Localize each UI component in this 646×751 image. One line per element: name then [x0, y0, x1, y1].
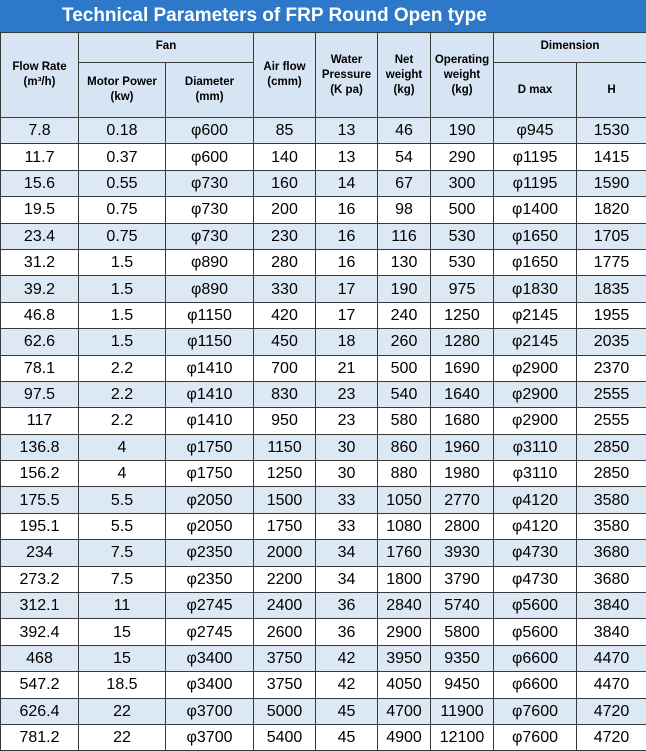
- cell-air-flow: 85: [254, 118, 316, 144]
- table-row: [1, 724, 646, 750]
- cell-net-weight: 1080: [378, 513, 431, 539]
- cell-operating-weight: 9350: [431, 645, 494, 671]
- cell-motor-power: 5.5: [79, 487, 166, 513]
- cell-water-pressure: 23: [316, 408, 378, 434]
- table-row: [1, 302, 646, 328]
- cell-diameter: φ3700: [166, 698, 254, 724]
- cell-flow-rate: 62.6: [1, 329, 79, 355]
- cell-d-max: φ2145: [494, 329, 577, 355]
- table-row: [1, 408, 646, 434]
- cell-air-flow: 330: [254, 276, 316, 302]
- cell-d-max: φ3110: [494, 434, 577, 460]
- cell-d-max: φ2900: [494, 355, 577, 381]
- cell-motor-power: 22: [79, 698, 166, 724]
- cell-net-weight: 880: [378, 461, 431, 487]
- cell-h: 3580: [577, 513, 646, 539]
- cell-diameter: φ2050: [166, 487, 254, 513]
- cell-diameter: φ890: [166, 249, 254, 275]
- cell-diameter: φ3400: [166, 645, 254, 671]
- header-fan: Fan: [79, 33, 254, 63]
- cell-flow-rate: 78.1: [1, 355, 79, 381]
- header-air-flow: Air flow (cmm): [254, 33, 316, 118]
- cell-net-weight: 54: [378, 144, 431, 170]
- cell-motor-power: 11: [79, 593, 166, 619]
- cell-air-flow: 2000: [254, 540, 316, 566]
- table-row: [1, 487, 646, 513]
- cell-air-flow: 3750: [254, 645, 316, 671]
- cell-motor-power: 1.5: [79, 276, 166, 302]
- cell-water-pressure: 45: [316, 698, 378, 724]
- cell-diameter: φ2350: [166, 540, 254, 566]
- cell-motor-power: 7.5: [79, 566, 166, 592]
- table-row: [1, 593, 646, 619]
- cell-flow-rate: 31.2: [1, 249, 79, 275]
- cell-operating-weight: 530: [431, 249, 494, 275]
- table-row: [1, 329, 646, 355]
- cell-air-flow: 450: [254, 329, 316, 355]
- table-row: [1, 118, 646, 144]
- cell-flow-rate: 392.4: [1, 619, 79, 645]
- cell-operating-weight: 2800: [431, 513, 494, 539]
- cell-flow-rate: 19.5: [1, 197, 79, 223]
- cell-net-weight: 540: [378, 381, 431, 407]
- cell-flow-rate: 175.5: [1, 487, 79, 513]
- cell-flow-rate: 547.2: [1, 672, 79, 698]
- cell-flow-rate: 781.2: [1, 724, 79, 750]
- cell-motor-power: 2.2: [79, 355, 166, 381]
- cell-net-weight: 67: [378, 170, 431, 196]
- cell-flow-rate: 312.1: [1, 593, 79, 619]
- cell-h: 2850: [577, 461, 646, 487]
- cell-d-max: φ1195: [494, 170, 577, 196]
- cell-net-weight: 46: [378, 118, 431, 144]
- cell-flow-rate: 39.2: [1, 276, 79, 302]
- cell-h: 1775: [577, 249, 646, 275]
- cell-operating-weight: 290: [431, 144, 494, 170]
- cell-h: 3840: [577, 593, 646, 619]
- cell-net-weight: 2840: [378, 593, 431, 619]
- cell-air-flow: 2600: [254, 619, 316, 645]
- cell-water-pressure: 30: [316, 434, 378, 460]
- cell-water-pressure: 36: [316, 593, 378, 619]
- header-motor-power: Motor Power (kw): [79, 63, 166, 118]
- cell-d-max: φ6600: [494, 645, 577, 671]
- cell-flow-rate: 468: [1, 645, 79, 671]
- cell-operating-weight: 1640: [431, 381, 494, 407]
- cell-operating-weight: 190: [431, 118, 494, 144]
- cell-d-max: φ2145: [494, 302, 577, 328]
- cell-water-pressure: 16: [316, 249, 378, 275]
- cell-h: 1590: [577, 170, 646, 196]
- cell-water-pressure: 23: [316, 381, 378, 407]
- cell-water-pressure: 33: [316, 487, 378, 513]
- cell-operating-weight: 1280: [431, 329, 494, 355]
- cell-net-weight: 2900: [378, 619, 431, 645]
- cell-diameter: φ2745: [166, 619, 254, 645]
- table-row: [1, 355, 646, 381]
- cell-operating-weight: 3930: [431, 540, 494, 566]
- cell-motor-power: 22: [79, 724, 166, 750]
- cell-flow-rate: 156.2: [1, 461, 79, 487]
- header-net-weight: Net weight (kg): [378, 33, 431, 118]
- cell-h: 1835: [577, 276, 646, 302]
- cell-water-pressure: 13: [316, 118, 378, 144]
- cell-flow-rate: 15.6: [1, 170, 79, 196]
- table-row: [1, 276, 646, 302]
- cell-operating-weight: 530: [431, 223, 494, 249]
- cell-d-max: φ5600: [494, 593, 577, 619]
- cell-motor-power: 4: [79, 434, 166, 460]
- cell-operating-weight: 1250: [431, 302, 494, 328]
- cell-motor-power: 4: [79, 461, 166, 487]
- cell-flow-rate: 136.8: [1, 434, 79, 460]
- cell-h: 2850: [577, 434, 646, 460]
- cell-net-weight: 3950: [378, 645, 431, 671]
- cell-water-pressure: 16: [316, 197, 378, 223]
- cell-h: 1820: [577, 197, 646, 223]
- parameters-table: [0, 32, 646, 751]
- table-row: [1, 170, 646, 196]
- parameters-table-container: [0, 32, 646, 751]
- cell-d-max: φ5600: [494, 619, 577, 645]
- table-row: [1, 249, 646, 275]
- cell-operating-weight: 300: [431, 170, 494, 196]
- table-row: [1, 461, 646, 487]
- cell-operating-weight: 9450: [431, 672, 494, 698]
- cell-net-weight: 190: [378, 276, 431, 302]
- cell-air-flow: 160: [254, 170, 316, 196]
- table-row: [1, 566, 646, 592]
- cell-motor-power: 1.5: [79, 302, 166, 328]
- cell-net-weight: 4900: [378, 724, 431, 750]
- cell-air-flow: 420: [254, 302, 316, 328]
- cell-diameter: φ1750: [166, 434, 254, 460]
- cell-diameter: φ1150: [166, 329, 254, 355]
- cell-diameter: φ730: [166, 223, 254, 249]
- cell-motor-power: 0.75: [79, 197, 166, 223]
- cell-d-max: φ4120: [494, 487, 577, 513]
- cell-h: 3840: [577, 619, 646, 645]
- cell-d-max: φ945: [494, 118, 577, 144]
- cell-air-flow: 2400: [254, 593, 316, 619]
- cell-h: 3680: [577, 540, 646, 566]
- cell-diameter: φ1410: [166, 381, 254, 407]
- header-dimension: Dimension: [494, 33, 646, 63]
- cell-diameter: φ730: [166, 170, 254, 196]
- cell-motor-power: 15: [79, 645, 166, 671]
- cell-flow-rate: 195.1: [1, 513, 79, 539]
- cell-flow-rate: 23.4: [1, 223, 79, 249]
- cell-diameter: φ730: [166, 197, 254, 223]
- cell-air-flow: 1250: [254, 461, 316, 487]
- cell-diameter: φ2050: [166, 513, 254, 539]
- cell-air-flow: 830: [254, 381, 316, 407]
- cell-operating-weight: 3790: [431, 566, 494, 592]
- cell-h: 1530: [577, 118, 646, 144]
- cell-air-flow: 280: [254, 249, 316, 275]
- cell-water-pressure: 17: [316, 302, 378, 328]
- cell-net-weight: 130: [378, 249, 431, 275]
- table-row: [1, 698, 646, 724]
- table-row: [1, 540, 646, 566]
- cell-d-max: φ1400: [494, 197, 577, 223]
- cell-air-flow: 1500: [254, 487, 316, 513]
- cell-d-max: φ2900: [494, 408, 577, 434]
- cell-air-flow: 1150: [254, 434, 316, 460]
- cell-motor-power: 0.75: [79, 223, 166, 249]
- cell-net-weight: 4050: [378, 672, 431, 698]
- cell-d-max: φ2900: [494, 381, 577, 407]
- cell-air-flow: 140: [254, 144, 316, 170]
- cell-diameter: φ1150: [166, 302, 254, 328]
- cell-operating-weight: 1980: [431, 461, 494, 487]
- cell-operating-weight: 1960: [431, 434, 494, 460]
- cell-d-max: φ1195: [494, 144, 577, 170]
- cell-operating-weight: 1690: [431, 355, 494, 381]
- cell-net-weight: 1050: [378, 487, 431, 513]
- cell-flow-rate: 273.2: [1, 566, 79, 592]
- cell-h: 2555: [577, 408, 646, 434]
- cell-net-weight: 860: [378, 434, 431, 460]
- cell-diameter: φ600: [166, 144, 254, 170]
- cell-water-pressure: 42: [316, 672, 378, 698]
- table-title: Technical Parameters of FRP Round Open type: [0, 0, 646, 32]
- cell-diameter: φ890: [166, 276, 254, 302]
- cell-diameter: φ3700: [166, 724, 254, 750]
- header-water-pressure: Water Pressure (K pa): [316, 33, 378, 118]
- cell-net-weight: 1800: [378, 566, 431, 592]
- cell-motor-power: 2.2: [79, 408, 166, 434]
- cell-d-max: φ4730: [494, 566, 577, 592]
- cell-air-flow: 200: [254, 197, 316, 223]
- cell-h: 2035: [577, 329, 646, 355]
- cell-water-pressure: 45: [316, 724, 378, 750]
- cell-water-pressure: 34: [316, 540, 378, 566]
- table-row: [1, 223, 646, 249]
- cell-h: 4720: [577, 698, 646, 724]
- table-row: [1, 619, 646, 645]
- cell-net-weight: 116: [378, 223, 431, 249]
- cell-air-flow: 230: [254, 223, 316, 249]
- cell-operating-weight: 2770: [431, 487, 494, 513]
- cell-flow-rate: 117: [1, 408, 79, 434]
- cell-d-max: φ4730: [494, 540, 577, 566]
- cell-h: 2555: [577, 381, 646, 407]
- header-h: H: [577, 63, 646, 118]
- cell-h: 3680: [577, 566, 646, 592]
- cell-operating-weight: 5800: [431, 619, 494, 645]
- cell-water-pressure: 42: [316, 645, 378, 671]
- header-flow-rate: Flow Rate (m³/h): [1, 33, 79, 118]
- cell-diameter: φ2350: [166, 566, 254, 592]
- cell-air-flow: 5400: [254, 724, 316, 750]
- cell-operating-weight: 12100: [431, 724, 494, 750]
- cell-water-pressure: 34: [316, 566, 378, 592]
- cell-diameter: φ1750: [166, 461, 254, 487]
- table-row: [1, 381, 646, 407]
- cell-flow-rate: 626.4: [1, 698, 79, 724]
- table-row: [1, 672, 646, 698]
- cell-h: 1415: [577, 144, 646, 170]
- cell-flow-rate: 7.8: [1, 118, 79, 144]
- cell-net-weight: 580: [378, 408, 431, 434]
- cell-motor-power: 7.5: [79, 540, 166, 566]
- cell-diameter: φ3400: [166, 672, 254, 698]
- cell-operating-weight: 11900: [431, 698, 494, 724]
- cell-diameter: φ1410: [166, 355, 254, 381]
- cell-operating-weight: 975: [431, 276, 494, 302]
- cell-motor-power: 15: [79, 619, 166, 645]
- table-row: [1, 513, 646, 539]
- cell-h: 4470: [577, 672, 646, 698]
- cell-motor-power: 0.55: [79, 170, 166, 196]
- cell-d-max: φ1650: [494, 249, 577, 275]
- cell-flow-rate: 97.5: [1, 381, 79, 407]
- cell-d-max: φ7600: [494, 724, 577, 750]
- cell-water-pressure: 18: [316, 329, 378, 355]
- cell-air-flow: 1750: [254, 513, 316, 539]
- cell-h: 1955: [577, 302, 646, 328]
- cell-d-max: φ1650: [494, 223, 577, 249]
- cell-flow-rate: 11.7: [1, 144, 79, 170]
- cell-water-pressure: 17: [316, 276, 378, 302]
- cell-operating-weight: 500: [431, 197, 494, 223]
- cell-motor-power: 0.37: [79, 144, 166, 170]
- cell-h: 1705: [577, 223, 646, 249]
- table-row: [1, 197, 646, 223]
- cell-net-weight: 98: [378, 197, 431, 223]
- table-row: [1, 434, 646, 460]
- cell-water-pressure: 36: [316, 619, 378, 645]
- cell-net-weight: 240: [378, 302, 431, 328]
- cell-operating-weight: 1680: [431, 408, 494, 434]
- cell-operating-weight: 5740: [431, 593, 494, 619]
- cell-d-max: φ3110: [494, 461, 577, 487]
- cell-water-pressure: 30: [316, 461, 378, 487]
- cell-diameter: φ2745: [166, 593, 254, 619]
- cell-flow-rate: 46.8: [1, 302, 79, 328]
- cell-net-weight: 500: [378, 355, 431, 381]
- cell-motor-power: 2.2: [79, 381, 166, 407]
- cell-air-flow: 2200: [254, 566, 316, 592]
- cell-net-weight: 4700: [378, 698, 431, 724]
- cell-d-max: φ6600: [494, 672, 577, 698]
- cell-motor-power: 1.5: [79, 329, 166, 355]
- cell-h: 3580: [577, 487, 646, 513]
- cell-motor-power: 1.5: [79, 249, 166, 275]
- cell-diameter: φ600: [166, 118, 254, 144]
- cell-water-pressure: 14: [316, 170, 378, 196]
- cell-h: 4720: [577, 724, 646, 750]
- cell-motor-power: 0.18: [79, 118, 166, 144]
- cell-d-max: φ4120: [494, 513, 577, 539]
- cell-h: 2370: [577, 355, 646, 381]
- cell-motor-power: 18.5: [79, 672, 166, 698]
- cell-motor-power: 5.5: [79, 513, 166, 539]
- cell-air-flow: 5000: [254, 698, 316, 724]
- header-diameter: Diameter (mm): [166, 63, 254, 118]
- cell-water-pressure: 13: [316, 144, 378, 170]
- cell-air-flow: 950: [254, 408, 316, 434]
- cell-d-max: φ1830: [494, 276, 577, 302]
- table-row: [1, 645, 646, 671]
- cell-diameter: φ1410: [166, 408, 254, 434]
- cell-air-flow: 3750: [254, 672, 316, 698]
- cell-air-flow: 700: [254, 355, 316, 381]
- table-row: [1, 144, 646, 170]
- cell-water-pressure: 21: [316, 355, 378, 381]
- table-body: [1, 118, 646, 751]
- cell-net-weight: 1760: [378, 540, 431, 566]
- cell-net-weight: 260: [378, 329, 431, 355]
- header-d-max: D max: [494, 63, 577, 118]
- cell-water-pressure: 33: [316, 513, 378, 539]
- cell-h: 4470: [577, 645, 646, 671]
- cell-flow-rate: 234: [1, 540, 79, 566]
- cell-d-max: φ7600: [494, 698, 577, 724]
- cell-water-pressure: 16: [316, 223, 378, 249]
- table-header: [1, 33, 646, 118]
- header-operating-weight: Operating weight (kg): [431, 33, 494, 118]
